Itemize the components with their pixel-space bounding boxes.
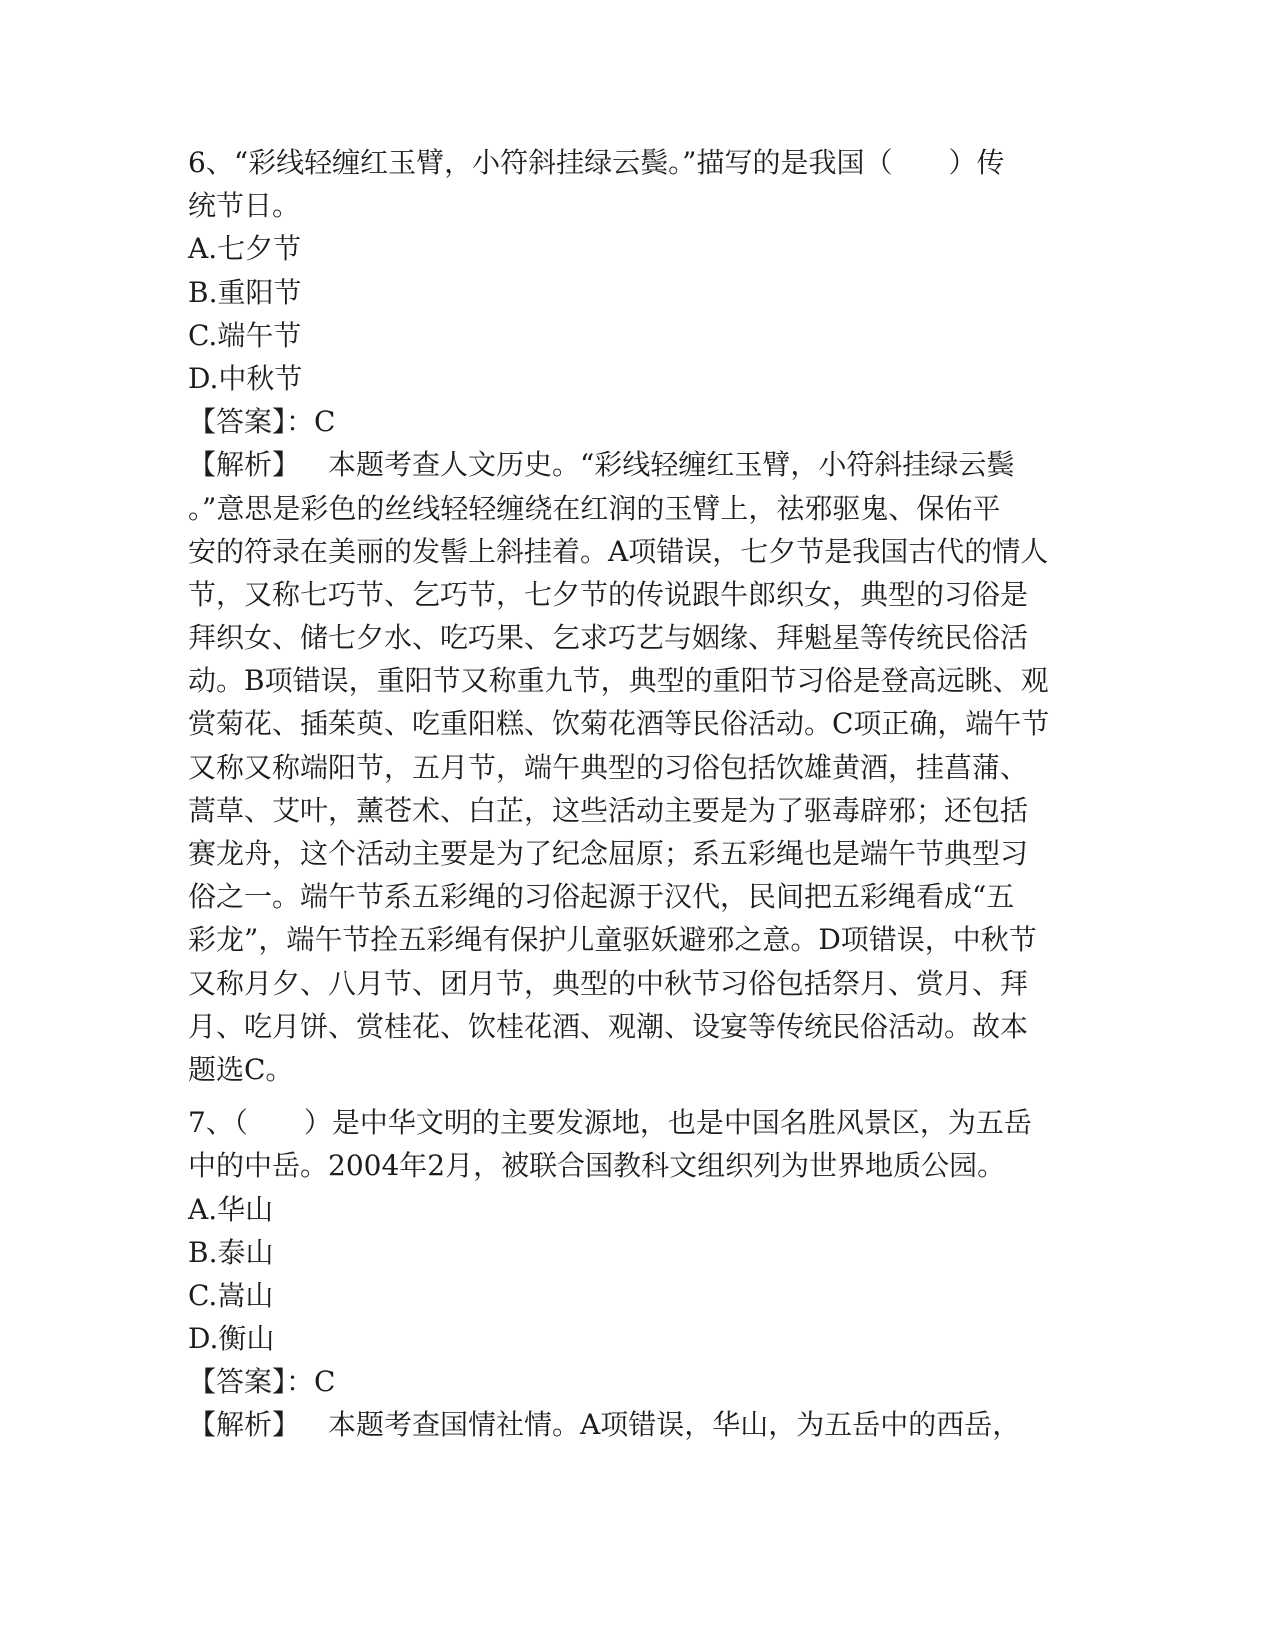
analysis-line: 。”意思是彩色的丝线轻轻缠绕在红润的玉臂上，祛邪驱鬼、保佑平 <box>188 491 1001 525</box>
analysis-line: 节，又称七巧节、乞巧节，七夕节的传说跟牛郎织女，典型的习俗是 <box>188 577 1029 611</box>
analysis-line: 赛龙舟，这个活动主要是为了纪念屈原；系五彩绳也是端午节典型习 <box>188 837 1029 870</box>
option-b: B.泰山 <box>188 1235 274 1269</box>
question-stem-line: 6、“彩线轻缠红玉臂，小符斜挂绿云鬓。”描写的是我国（ ）传 <box>188 146 1005 179</box>
analysis-text: 本题考查国情社情。A项错误，华山，为五岳中的西岳， <box>328 1408 1021 1442</box>
option-a: A.华山 <box>188 1192 274 1226</box>
option-d: D.衡山 <box>188 1322 275 1356</box>
option-b: B.重阳节 <box>188 275 302 309</box>
analysis-line: 蒿草、艾叶，薰苍术、白芷，这些活动主要是为了驱毒辟邪；还包括 <box>188 793 1029 827</box>
analysis-line: 赏菊花、插茱萸、吃重阳糕、饮菊花酒等民俗活动。C项正确，端午节 <box>188 707 1050 741</box>
analysis-line: 动。B项错误，重阳节又称重九节，典型的重阳节习俗是登高远眺、观 <box>188 664 1049 698</box>
question-6 <box>188 141 1088 1091</box>
analysis-first-line <box>188 1403 1088 1446</box>
answer-line: 【答案】：C <box>188 1365 336 1399</box>
question-7 <box>188 1101 1088 1447</box>
analysis-label: 【解析】 <box>188 1408 301 1442</box>
option-d: D.中秋节 <box>188 361 303 395</box>
question-stem-line: 7、（ ）是中华文明的主要发源地，也是中国名胜风景区，为五岳 <box>188 1106 1032 1140</box>
analysis-line: 月、吃月饼、赏桂花、饮桂花酒、观潮、设宴等传统民俗活动。故本 <box>188 1009 1029 1043</box>
answer-line: 【答案】：C <box>188 405 336 439</box>
option-a: A.七夕节 <box>188 232 302 266</box>
analysis-line: 又称月夕、八月节、团月节，典型的中秋节习俗包括祭月、赏月、拜 <box>188 966 1029 1000</box>
option-c: C.嵩山 <box>188 1278 274 1312</box>
analysis-line: 安的符录在美丽的发髻上斜挂着。A项错误，七夕节是我国古代的情人 <box>188 534 1049 568</box>
question-stem-line: 中的中岳。2004年2月，被联合国教科文组织列为世界地质公园。 <box>188 1149 1006 1183</box>
analysis-label: 【解析】 <box>188 448 301 482</box>
option-c: C.端午节 <box>188 318 302 352</box>
analysis-line: 题选C。 <box>188 1052 294 1086</box>
analysis-line: 拜织女、储七夕水、吃巧果、乞求巧艺与姻缘、拜魁星等传统民俗活 <box>188 621 1029 655</box>
analysis-line: 彩龙”，端午节拴五彩绳有保护儿童驱妖避邪之意。D项错误，中秋节 <box>188 923 1037 957</box>
question-stem-line: 统节日。 <box>188 189 301 223</box>
document-page <box>188 141 1088 1447</box>
analysis-line: 又称又称端阳节，五月节，端午典型的习俗包括饮雄黄酒，挂菖蒲、 <box>188 750 1029 784</box>
analysis-first-line <box>188 443 1088 486</box>
analysis-line: 俗之一。端午节系五彩绳的习俗起源于汉代，民间把五彩绳看成“五 <box>188 880 1015 914</box>
analysis-text: 本题考查人文历史。“彩线轻缠红玉臂，小符斜挂绿云鬓 <box>328 448 1015 482</box>
